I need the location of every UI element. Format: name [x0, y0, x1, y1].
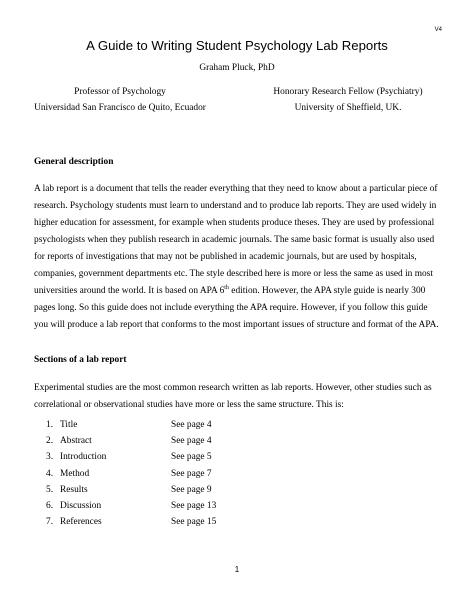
sections-list	[0, 420, 474, 533]
list-item-label: References	[60, 517, 102, 528]
document-title: A Guide to Writing Student Psychology Lab Reports	[86, 38, 388, 53]
general-description-heading: General description	[34, 157, 114, 167]
affiliation-right	[248, 84, 448, 116]
paragraph-line: A lab report is a document that tells the reader everything that they need to know about a particular piece of	[34, 184, 438, 194]
ordinal-superscript: th	[224, 284, 229, 291]
paragraph-text: universities around the world. It is based on APA 6	[34, 286, 225, 296]
list-item-number: 3.	[46, 452, 54, 463]
list-item-page-ref: See page 15	[171, 517, 217, 528]
list-item	[0, 501, 474, 517]
list-item-page-ref: See page 5	[171, 452, 212, 463]
list-item-label: Title	[60, 420, 78, 430]
affiliation-left	[20, 84, 220, 116]
paragraph-line: pages long. So this guide does not include everything the APA require. However, if you follow this guide	[34, 303, 428, 313]
list-item	[0, 452, 474, 468]
list-item	[0, 420, 474, 436]
list-item	[0, 517, 474, 533]
sections-heading: Sections of a lab report	[34, 355, 127, 365]
sections-paragraph	[34, 380, 444, 414]
version-label: V4	[434, 27, 442, 33]
paragraph-line: for reports of investigations that may not be published in academic journals, but are used by hospitals,	[34, 252, 417, 262]
list-item-number: 7.	[46, 517, 54, 528]
affiliation-role: Professor of Psychology	[74, 87, 166, 97]
list-item-page-ref: See page 9	[171, 484, 212, 495]
paragraph-line: research. Psychology students must learn to understand and to produce lab reports. They are used widely in	[34, 201, 437, 211]
list-item-page-ref: See page 7	[171, 468, 212, 479]
author-name: Graham Pluck, PhD	[199, 63, 275, 73]
list-item-page-ref: See page 13	[171, 500, 217, 511]
paragraph-line: Experimental studies are the most common research written as lab reports. However, other studies such as	[34, 383, 432, 393]
list-item-number: 4.	[46, 468, 54, 479]
paragraph-line: companies, government departments etc. The style described here is more or less the same as used in most	[34, 269, 433, 279]
list-item-number: 5.	[46, 484, 54, 495]
list-item	[0, 469, 474, 485]
page-number: 1	[234, 565, 240, 574]
list-item	[0, 485, 474, 501]
affiliation-institution: Universidad San Francisco de Quito, Ecuador	[34, 103, 206, 113]
affiliation-role: Honorary Research Fellow (Psychiatry)	[273, 87, 423, 97]
paragraph-line	[34, 283, 444, 300]
list-item-number: 6.	[46, 500, 54, 511]
list-item-label: Introduction	[60, 452, 107, 463]
paragraph-line: correlational or observational studies have more or less the same structure. This is:	[34, 400, 344, 410]
list-item-page-ref: See page 4	[171, 420, 212, 430]
list-item-label: Method	[60, 468, 90, 479]
paragraph-text: edition. However, the APA style guide is nearly 300	[228, 286, 426, 296]
list-item-number: 1.	[46, 420, 54, 430]
list-item-number: 2.	[46, 436, 54, 447]
affiliation-institution: University of Sheffield, UK.	[294, 103, 402, 113]
list-item-page-ref: See page 4	[171, 436, 212, 447]
list-item	[0, 436, 474, 452]
general-description-paragraph	[34, 181, 444, 334]
paragraph-line: higher education for assessment, for example when students produce theses. They are used by professional	[34, 218, 435, 228]
paragraph-line: you will produce a lab report that conforms to the most important issues of structure and format of the APA.	[34, 320, 439, 330]
list-item-label: Abstract	[60, 436, 92, 447]
paragraph-line: psychologists when they publish research in academic journals. The same basic format is usually also used	[34, 235, 435, 245]
list-item-label: Results	[60, 484, 88, 495]
list-item-label: Discussion	[60, 500, 102, 511]
